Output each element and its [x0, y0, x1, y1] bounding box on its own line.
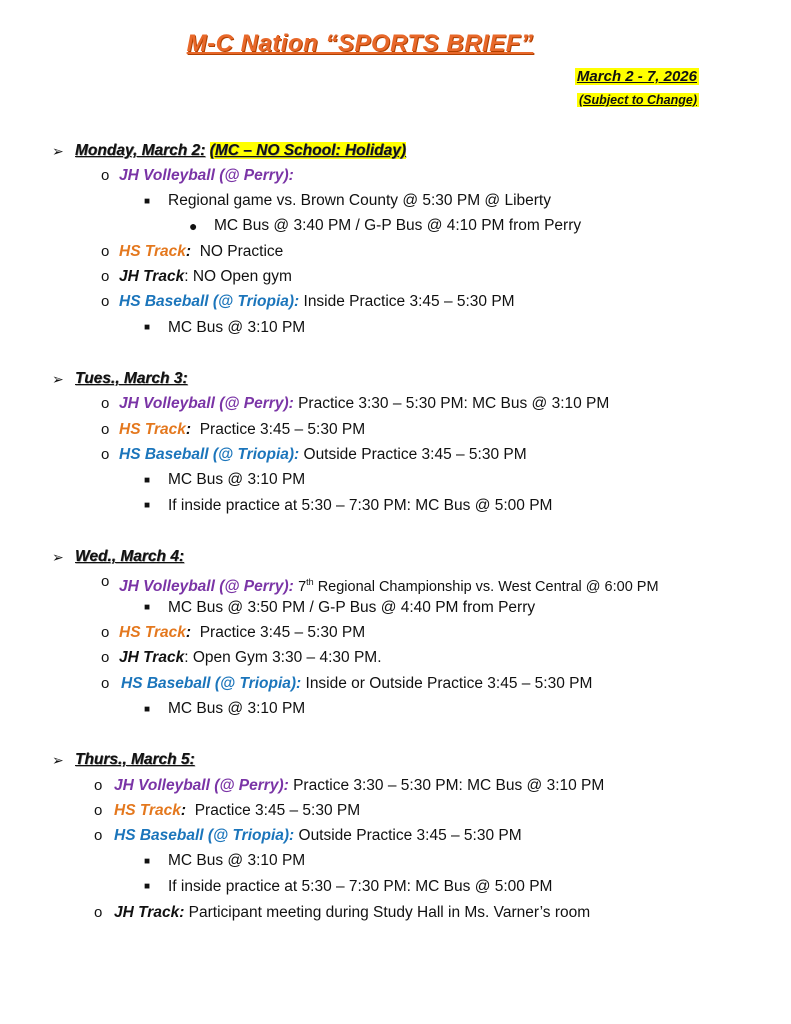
thu-hs-baseball-bus: MC Bus @ 3:10 PM	[168, 852, 306, 869]
hollow-circle-bullet-icon: o	[101, 573, 110, 590]
thu-hs-track: HS Track: Practice 3:45 – 5:30 PM	[114, 802, 361, 819]
thu-hs-baseball-inside: If inside practice at 5:30 – 7:30 PM: MC Bus @ 5:00 PM	[168, 878, 553, 895]
hollow-circle-bullet-icon: o	[101, 421, 110, 438]
wed-hs-track: HS Track: Practice 3:45 – 5:30 PM	[119, 624, 366, 641]
hollow-circle-bullet-icon: o	[101, 675, 110, 692]
tue-hs-baseball: HS Baseball (@ Triopia): Outside Practice 3:45 – 5:30 PM	[119, 446, 527, 463]
hollow-circle-bullet-icon: o	[101, 649, 110, 666]
arrowhead-bullet-icon: ➢	[52, 371, 64, 387]
page-title: M-C Nation “SPORTS BRIEF”	[186, 30, 534, 57]
thu-hs-baseball: HS Baseball (@ Triopia): Outside Practice 3:45 – 5:30 PM	[114, 827, 522, 844]
wed-jh-volleyball: JH Volleyball (@ Perry): 7th Regional Championship vs. West Central @ 6:00 PM	[119, 577, 659, 595]
hollow-circle-bullet-icon: o	[101, 268, 110, 285]
tue-hs-baseball-inside: If inside practice at 5:30 – 7:30 PM: MC Bus @ 5:00 PM	[168, 497, 553, 514]
mon-jh-volleyball: JH Volleyball (@ Perry):	[119, 167, 294, 184]
square-bullet-icon: ■	[144, 856, 151, 867]
arrowhead-bullet-icon: ➢	[52, 143, 64, 159]
tue-hs-baseball-bus: MC Bus @ 3:10 PM	[168, 471, 306, 488]
square-bullet-icon: ■	[144, 322, 151, 333]
mon-jh-volleyball-bus: MC Bus @ 3:40 PM / G-P Bus @ 4:10 PM from Perry	[214, 217, 582, 234]
mon-hs-baseball-bus: MC Bus @ 3:10 PM	[168, 319, 306, 336]
hollow-circle-bullet-icon: o	[101, 395, 110, 412]
arrowhead-bullet-icon: ➢	[52, 549, 64, 565]
hollow-circle-bullet-icon: o	[94, 777, 103, 794]
square-bullet-icon: ■	[144, 881, 151, 892]
hollow-circle-bullet-icon: o	[94, 802, 103, 819]
wed-jh-track: JH Track: Open Gym 3:30 – 4:30 PM.	[119, 649, 382, 666]
square-bullet-icon: ■	[144, 500, 151, 511]
wed-hs-baseball: HS Baseball (@ Triopia): Inside or Outside Practice 3:45 – 5:30 PM	[121, 675, 593, 692]
hollow-circle-bullet-icon: o	[101, 293, 110, 310]
square-bullet-icon: ■	[144, 196, 151, 207]
hollow-circle-bullet-icon: o	[94, 827, 103, 844]
mon-hs-track: HS Track: NO Practice	[119, 243, 284, 260]
thu-jh-track: JH Track: Participant meeting during Study Hall in Ms. Varner’s room	[114, 904, 591, 921]
tue-hs-track: HS Track: Practice 3:45 – 5:30 PM	[119, 421, 366, 438]
day-heading-wednesday: Wed., March 4:	[75, 548, 185, 565]
mon-hs-baseball: HS Baseball (@ Triopia): Inside Practice 3:45 – 5:30 PM	[119, 293, 515, 310]
dot-bullet-icon: ●	[189, 218, 198, 234]
hollow-circle-bullet-icon: o	[101, 243, 110, 260]
subject-to-change-note: (Subject to Change)	[578, 93, 697, 107]
day-heading-tuesday: Tues., March 3:	[75, 370, 188, 387]
square-bullet-icon: ■	[144, 704, 151, 715]
day-heading-monday: Monday, March 2: (MC – NO School: Holiday)	[75, 142, 406, 159]
date-range: March 2 - 7, 2026	[576, 68, 697, 85]
hollow-circle-bullet-icon: o	[101, 167, 110, 184]
wed-hs-baseball-bus: MC Bus @ 3:10 PM	[168, 700, 306, 717]
arrowhead-bullet-icon: ➢	[52, 752, 64, 768]
square-bullet-icon: ■	[144, 475, 151, 486]
mon-jh-track: JH Track: NO Open gym	[119, 268, 292, 285]
thu-jh-volleyball: JH Volleyball (@ Perry): Practice 3:30 – 5:30 PM: MC Bus @ 3:10 PM	[114, 777, 605, 794]
mon-jh-volleyball-game: Regional game vs. Brown County @ 5:30 PM @ Liberty	[168, 192, 551, 209]
day-heading-thursday: Thurs., March 5:	[75, 751, 195, 768]
hollow-circle-bullet-icon: o	[94, 904, 103, 921]
hollow-circle-bullet-icon: o	[101, 446, 110, 463]
wed-jh-volleyball-bus: MC Bus @ 3:50 PM / G-P Bus @ 4:40 PM from Perry	[168, 599, 536, 616]
hollow-circle-bullet-icon: o	[101, 624, 110, 641]
tue-jh-volleyball: JH Volleyball (@ Perry): Practice 3:30 – 5:30 PM: MC Bus @ 3:10 PM	[119, 395, 610, 412]
holiday-note: (MC – NO School: Holiday)	[209, 142, 406, 159]
square-bullet-icon: ■	[144, 602, 151, 613]
